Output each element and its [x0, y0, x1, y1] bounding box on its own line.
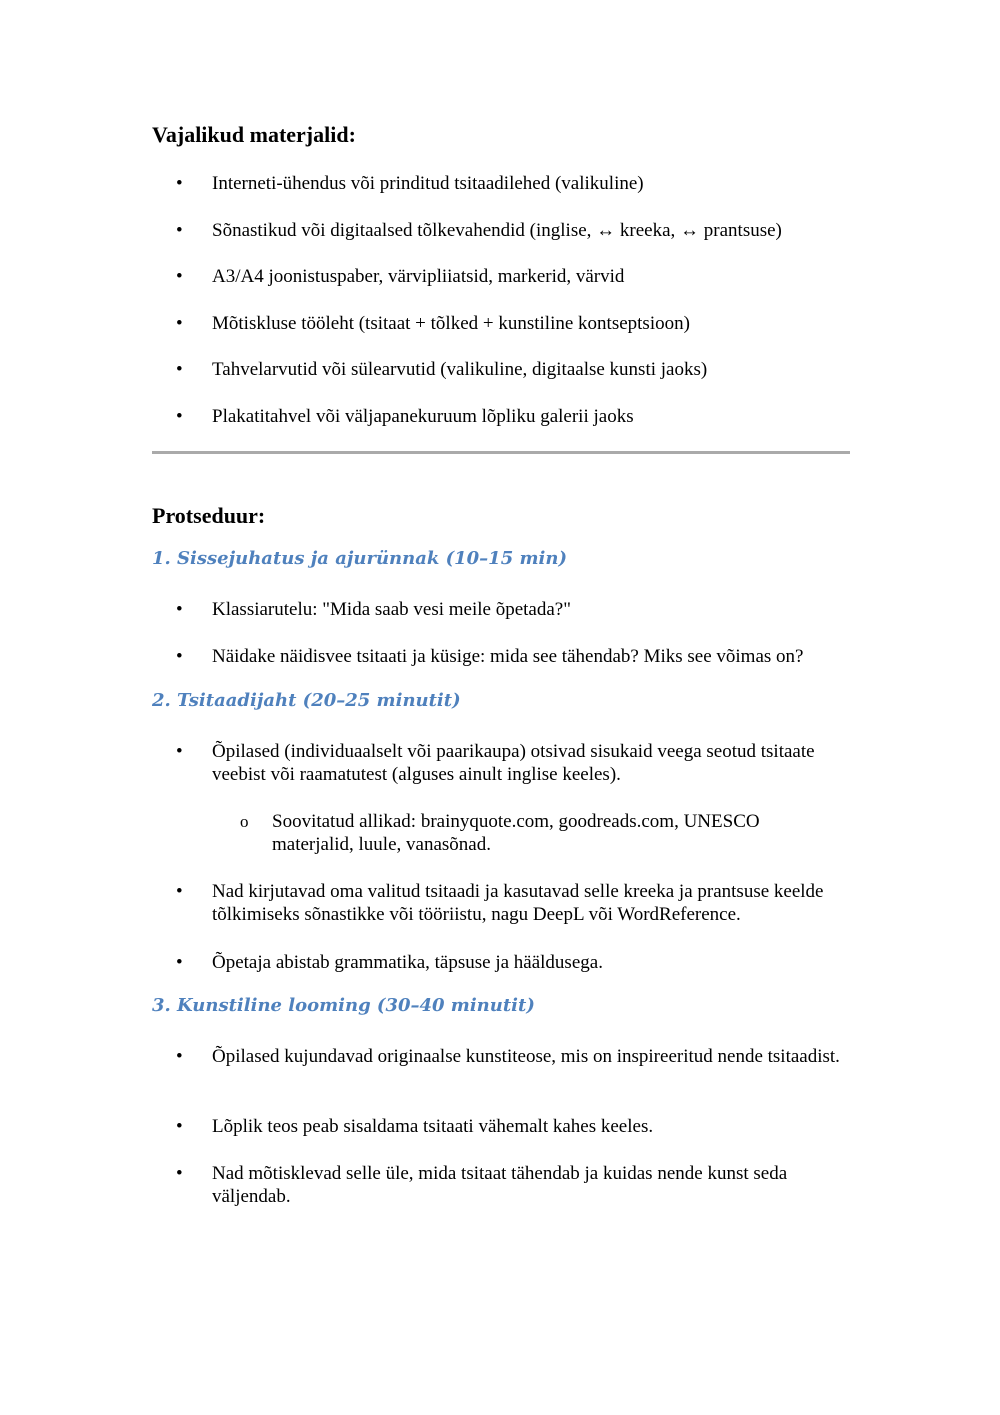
section-divider: [152, 451, 850, 454]
list-item-text: Lõplik teos peab sisaldama tsitaati vähemalt kahes keeles.: [212, 1116, 654, 1137]
bullet-icon: •: [176, 881, 183, 902]
bullet-icon: •: [176, 741, 183, 762]
list-item-text: Õpilased (individuaalselt või paarikaupa) otsivad sisukaid veega seotud tsitaate veebist või raamatutest (alguses ainult inglise keeles).: [212, 741, 815, 785]
step-3-title: 3. Kunstiline looming (30–40 minutit): [152, 995, 535, 1016]
list-item-text: Näidake näidisvee tsitaati ja küsige: mida see tähendab? Miks see võimas on?: [212, 646, 804, 667]
list-item-text: Mõtiskluse tööleht (tsitaat + tõlked + kunstiline kontseptsioon): [212, 313, 690, 334]
bullet-icon: •: [176, 1163, 183, 1184]
bullet-icon: •: [176, 599, 183, 620]
step-2-title: 2. Tsitaadijaht (20–25 minutit): [152, 690, 461, 711]
materials-heading: Vajalikud materjalid:: [152, 122, 356, 147]
procedure-heading: Protseduur:: [152, 503, 266, 528]
list-item-text: Interneti-ühendus või prinditud tsitaadilehed (valikuline): [212, 173, 644, 194]
bullet-icon: •: [176, 266, 183, 287]
list-item-text: Nad mõtisklevad selle üle, mida tsitaat tähendab ja kuidas nende kunst seda väljendab.: [212, 1163, 788, 1207]
sub-list-item-text: Soovitatud allikad: brainyquote.com, goodreads.com, UNESCO materjalid, luule, vanasõnad.: [272, 811, 760, 855]
bullet-icon: •: [176, 173, 183, 194]
list-item-text: A3/A4 joonistuspaber, värvipliiatsid, markerid, värvid: [212, 266, 625, 287]
list-item-text: Tahvelarvutid või sülearvutid (valikuline, digitaalse kunsti jaoks): [212, 359, 708, 380]
step-1-title: 1. Sissejuhatus ja ajurünnak (10–15 min): [152, 548, 567, 569]
bullet-icon: •: [176, 220, 183, 241]
list-item-text: Plakatitahvel või väljapanekuruum lõpliku galerii jaoks: [212, 406, 634, 427]
bullet-icon: •: [176, 646, 183, 667]
bullet-icon: •: [176, 1046, 183, 1067]
bullet-icon: •: [176, 1116, 183, 1137]
bullet-icon: •: [176, 406, 183, 427]
list-item-text: Klassiarutelu: "Mida saab vesi meile õpetada?": [212, 599, 571, 620]
bullet-icon: •: [176, 952, 183, 973]
sub-bullet-icon: o: [240, 812, 249, 831]
list-item-text: Õpilased kujundavad originaalse kunstiteose, mis on inspireeritud nende tsitaadist.: [212, 1046, 840, 1067]
bullet-icon: •: [176, 359, 183, 380]
bullet-icon: •: [176, 313, 183, 334]
list-item-text: Sõnastikud või digitaalsed tõlkevahendid (inglise, ↔ kreeka, ↔ prantsuse): [212, 220, 782, 241]
list-item-text: Nad kirjutavad oma valitud tsitaadi ja kasutavad selle kreeka ja prantsuse keelde tõlkimiseks sõnastikke või tööriistu, nagu DeepL või WordReference.: [212, 881, 824, 925]
list-item-text: Õpetaja abistab grammatika, täpsuse ja hääldusega.: [212, 952, 603, 973]
